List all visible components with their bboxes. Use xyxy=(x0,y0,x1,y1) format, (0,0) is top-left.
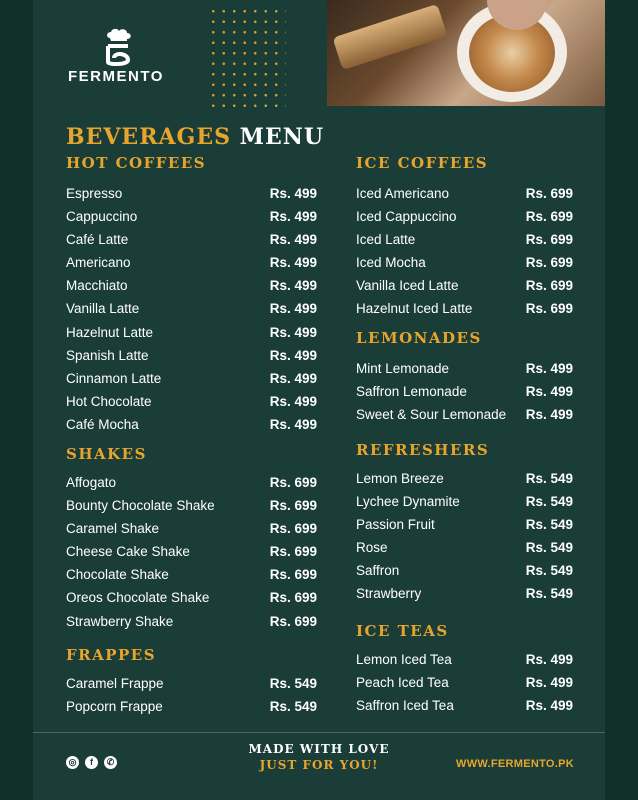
instagram-icon[interactable]: ◎ xyxy=(66,756,79,769)
item-price: Rs. 549 xyxy=(525,471,573,486)
menu-item xyxy=(66,228,317,251)
item-price: Rs. 499 xyxy=(269,370,317,386)
item-name: Lemon Iced Tea xyxy=(356,652,452,667)
brand-logo xyxy=(60,28,180,88)
menu-item xyxy=(356,559,573,582)
item-name: Passion Fruit xyxy=(356,517,435,533)
menu-item xyxy=(66,182,317,205)
menu-item xyxy=(356,536,573,559)
section-refreshers xyxy=(356,441,573,606)
item-name: Oreos Chocolate Shake xyxy=(66,590,210,606)
section-title: SHAKES xyxy=(66,445,147,463)
menu-item xyxy=(66,494,317,517)
menu-item xyxy=(356,490,573,513)
item-price: Rs. 699 xyxy=(525,255,573,271)
section-title: ICE TEAS xyxy=(356,622,449,640)
item-name: Vanilla Iced Latte xyxy=(356,278,459,294)
item-name: Espresso xyxy=(66,186,123,201)
tagline-line2: JUST FOR YOU! xyxy=(259,758,379,772)
section-ice-teas xyxy=(356,622,573,717)
milk-pitcher xyxy=(332,4,447,70)
item-name: Saffron Lemonade xyxy=(356,384,467,400)
menu-item xyxy=(66,321,317,344)
facebook-icon[interactable]: f xyxy=(85,756,98,769)
left-border xyxy=(0,0,33,800)
item-price: Rs. 699 xyxy=(269,521,317,537)
menu-item xyxy=(66,610,317,633)
section-title: ICE COFFEES xyxy=(356,154,489,172)
item-name: Cheese Cake Shake xyxy=(66,544,190,560)
menu-item xyxy=(356,694,573,717)
menu-item xyxy=(66,297,317,320)
item-price: Rs. 499 xyxy=(269,278,317,294)
menu-item xyxy=(356,357,573,380)
item-name: Lemon Breeze xyxy=(356,471,444,486)
section-shakes xyxy=(66,445,317,633)
menu-title xyxy=(66,124,324,150)
item-price: Rs. 699 xyxy=(525,186,573,201)
latte-art-photo xyxy=(327,0,605,106)
section-title: LEMONADES xyxy=(356,329,482,347)
item-name: Saffron xyxy=(356,563,400,579)
item-name: Americano xyxy=(66,255,131,271)
menu-item xyxy=(66,563,317,586)
section-lemonades xyxy=(356,329,573,426)
item-name: Peach Iced Tea xyxy=(356,675,449,691)
section-title: FRAPPES xyxy=(66,646,157,664)
item-price: Rs. 499 xyxy=(525,698,573,714)
chef-hat-logo-icon xyxy=(102,28,136,66)
menu-item xyxy=(66,274,317,297)
item-name: Mint Lemonade xyxy=(356,361,450,376)
item-name: Iced Mocha xyxy=(356,255,426,271)
item-price: Rs. 549 xyxy=(269,699,317,715)
item-name: Vanilla Latte xyxy=(66,301,140,317)
menu-item xyxy=(66,205,317,228)
menu-item xyxy=(356,205,573,228)
menu-item xyxy=(356,582,573,605)
menu-item xyxy=(356,182,573,205)
whatsapp-icon[interactable]: ✆ xyxy=(104,756,117,769)
item-price: Rs. 549 xyxy=(525,494,573,510)
item-price: Rs. 699 xyxy=(269,567,317,583)
item-name: Bounty Chocolate Shake xyxy=(66,498,215,514)
menu-item xyxy=(66,390,317,413)
menu-item xyxy=(356,467,573,490)
item-price: Rs. 499 xyxy=(269,393,317,409)
item-name: Café Latte xyxy=(66,232,129,248)
item-price: Rs. 549 xyxy=(525,586,573,602)
item-price: Rs. 699 xyxy=(269,475,317,490)
menu-item xyxy=(356,513,573,536)
menu-item xyxy=(66,695,317,718)
item-name: Sweet & Sour Lemonade xyxy=(356,407,507,423)
menu-item xyxy=(356,403,573,426)
item-price: Rs. 499 xyxy=(269,232,317,248)
item-price: Rs. 499 xyxy=(269,324,317,340)
item-price: Rs. 699 xyxy=(525,278,573,294)
menu-item xyxy=(356,671,573,694)
item-price: Rs. 499 xyxy=(525,675,573,691)
menu-item xyxy=(66,540,317,563)
item-price: Rs. 699 xyxy=(525,209,573,225)
item-name: Cinnamon Latte xyxy=(66,370,162,386)
item-price: Rs. 499 xyxy=(525,384,573,400)
menu-item xyxy=(66,517,317,540)
section-title: REFRESHERS xyxy=(356,441,490,459)
item-name: Hazelnut Latte xyxy=(66,324,154,340)
menu-item xyxy=(66,471,317,494)
menu-item xyxy=(66,367,317,390)
item-price: Rs. 499 xyxy=(525,652,573,667)
item-price: Rs. 549 xyxy=(525,517,573,533)
item-price: Rs. 699 xyxy=(525,301,573,317)
item-name: Iced Cappuccino xyxy=(356,209,457,225)
item-price: Rs. 499 xyxy=(269,301,317,317)
menu-title-part1: BEVERAGES xyxy=(66,124,231,150)
section-ice-coffees xyxy=(356,154,573,321)
item-name: Café Mocha xyxy=(66,416,139,432)
item-price: Rs. 499 xyxy=(269,186,317,201)
item-price: Rs. 549 xyxy=(525,563,573,579)
section-title: HOT COFFEES xyxy=(66,154,207,172)
item-price: Rs. 699 xyxy=(269,544,317,560)
item-name: Macchiato xyxy=(66,278,128,294)
item-price: Rs. 549 xyxy=(525,540,573,556)
menu-item xyxy=(356,380,573,403)
menu-title-part2: MENU xyxy=(239,124,325,150)
item-name: Chocolate Shake xyxy=(66,567,169,583)
item-price: Rs. 499 xyxy=(269,209,317,225)
menu-item xyxy=(356,251,573,274)
menu-item xyxy=(66,672,317,695)
menu-item xyxy=(356,274,573,297)
footer-divider xyxy=(33,732,605,733)
item-name: Popcorn Frappe xyxy=(66,699,163,715)
section-hot-coffees xyxy=(66,154,317,436)
item-price: Rs. 699 xyxy=(269,613,317,629)
item-name: Iced Americano xyxy=(356,186,450,201)
item-price: Rs. 499 xyxy=(269,416,317,432)
item-name: Caramel Frappe xyxy=(66,676,164,691)
item-name: Lychee Dynamite xyxy=(356,494,460,510)
item-price: Rs. 499 xyxy=(269,347,317,363)
dot-pattern-decoration xyxy=(208,6,286,108)
website-link[interactable]: WWW.FERMENTO.PK xyxy=(456,758,574,770)
item-price: Rs. 549 xyxy=(269,676,317,691)
item-name: Spanish Latte xyxy=(66,347,149,363)
item-name: Caramel Shake xyxy=(66,521,160,537)
item-name: Iced Latte xyxy=(356,232,416,248)
item-price: Rs. 499 xyxy=(269,255,317,271)
item-name: Rose xyxy=(356,540,388,556)
item-price: Rs. 699 xyxy=(269,498,317,514)
menu-item xyxy=(66,586,317,609)
item-name: Hazelnut Iced Latte xyxy=(356,301,473,317)
item-name: Saffron Iced Tea xyxy=(356,698,454,714)
menu-item xyxy=(66,413,317,436)
brand-name: FERMENTO xyxy=(68,68,164,85)
item-price: Rs. 699 xyxy=(525,232,573,248)
menu-item xyxy=(356,297,573,320)
menu-item xyxy=(66,344,317,367)
menu-item xyxy=(356,228,573,251)
item-price: Rs. 699 xyxy=(269,590,317,606)
menu-item xyxy=(66,251,317,274)
item-name: Hot Chocolate xyxy=(66,393,152,409)
item-name: Cappuccino xyxy=(66,209,138,225)
item-price: Rs. 499 xyxy=(525,361,573,376)
item-name: Strawberry xyxy=(356,586,422,602)
tagline-line1: MADE WITH LOVE xyxy=(248,742,390,756)
menu-item xyxy=(356,648,573,671)
right-border xyxy=(605,0,638,800)
section-frappes xyxy=(66,646,317,718)
item-name: Strawberry Shake xyxy=(66,613,174,629)
item-name: Affogato xyxy=(66,475,117,490)
item-price: Rs. 499 xyxy=(525,407,573,423)
